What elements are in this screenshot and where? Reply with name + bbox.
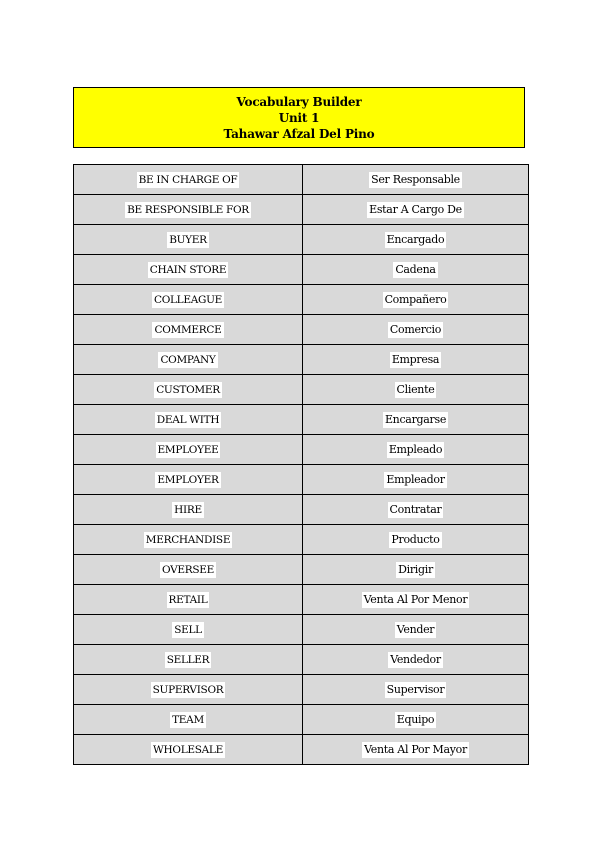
spanish-translation-cell	[303, 705, 529, 735]
english-term: BE IN CHARGE OF	[138, 173, 238, 186]
spanish-translation-cell	[303, 285, 529, 315]
spanish-translation-cell	[303, 345, 529, 375]
table-row	[74, 495, 529, 525]
english-term-cell	[74, 285, 303, 315]
spanish-translation-cell	[303, 645, 529, 675]
spanish-translation-cell	[303, 195, 529, 225]
unit-label: Unit 1	[278, 110, 320, 125]
english-term: DEAL WITH	[156, 413, 220, 426]
english-term-cell	[74, 315, 303, 345]
english-term-cell	[74, 675, 303, 705]
spanish-translation: Comercio	[389, 322, 442, 336]
table-row	[74, 375, 529, 405]
english-term-cell	[74, 255, 303, 285]
table-row	[74, 285, 529, 315]
author-name: Tahawar Afzal Del Pino	[223, 126, 375, 141]
english-term-cell	[74, 705, 303, 735]
english-term: MERCHANDISE	[145, 533, 231, 546]
spanish-translation-cell	[303, 405, 529, 435]
table-row	[74, 735, 529, 765]
page-title: Vocabulary Builder	[236, 94, 362, 109]
spanish-translation: Producto	[391, 532, 440, 546]
spanish-translation-cell	[303, 255, 529, 285]
english-term: TEAM	[172, 713, 204, 726]
spanish-translation: Contratar	[389, 502, 442, 516]
english-term-cell	[74, 195, 303, 225]
table-row	[74, 165, 529, 195]
spanish-translation: Empleado	[388, 442, 443, 456]
spanish-translation: Equipo	[396, 712, 435, 726]
english-term: BE RESPONSIBLE FOR	[127, 203, 249, 216]
spanish-translation: Encargarse	[384, 412, 447, 426]
english-term: EMPLOYEE	[157, 443, 219, 456]
english-term-cell	[74, 735, 303, 765]
vocabulary-table	[73, 164, 529, 765]
table-row	[74, 315, 529, 345]
english-term: CUSTOMER	[156, 383, 220, 396]
english-term-cell	[74, 465, 303, 495]
spanish-translation-cell	[303, 165, 529, 195]
english-term: COLLEAGUE	[153, 293, 223, 306]
spanish-translation-cell	[303, 735, 529, 765]
table-row	[74, 585, 529, 615]
spanish-translation: Encargado	[386, 232, 445, 246]
spanish-translation: Venta Al Por Menor	[363, 592, 468, 606]
table-row	[74, 465, 529, 495]
english-term-cell	[74, 405, 303, 435]
english-term: CHAIN STORE	[149, 263, 227, 276]
spanish-translation: Compañero	[384, 292, 447, 306]
table-row	[74, 195, 529, 225]
spanish-translation-cell	[303, 615, 529, 645]
english-term: EMPLOYER	[157, 473, 219, 486]
english-term-cell	[74, 615, 303, 645]
spanish-translation-cell	[303, 525, 529, 555]
english-term-cell	[74, 225, 303, 255]
spanish-translation-cell	[303, 315, 529, 345]
spanish-translation: Empleador	[386, 472, 445, 486]
table-row	[74, 645, 529, 675]
english-term: COMPANY	[160, 353, 216, 366]
table-row	[74, 705, 529, 735]
spanish-translation: Supervisor	[386, 682, 445, 696]
spanish-translation: Cadena	[395, 262, 436, 276]
spanish-translation-cell	[303, 465, 529, 495]
english-term-cell	[74, 585, 303, 615]
spanish-translation-cell	[303, 495, 529, 525]
spanish-translation: Empresa	[391, 352, 440, 366]
spanish-translation: Vender	[396, 622, 435, 636]
table-row	[74, 675, 529, 705]
table-row	[74, 615, 529, 645]
spanish-translation-cell	[303, 375, 529, 405]
english-term: BUYER	[169, 233, 207, 246]
english-term: OVERSEE	[162, 563, 214, 576]
english-term: SELL	[174, 623, 202, 636]
english-term: WHOLESALE	[153, 743, 223, 756]
spanish-translation-cell	[303, 555, 529, 585]
spanish-translation: Estar A Cargo De	[369, 202, 462, 216]
english-term-cell	[74, 525, 303, 555]
english-term: COMMERCE	[154, 323, 222, 336]
table-row	[74, 525, 529, 555]
english-term-cell	[74, 435, 303, 465]
spanish-translation: Ser Responsable	[371, 172, 460, 186]
table-row	[74, 225, 529, 255]
english-term: SUPERVISOR	[152, 683, 224, 696]
table-row	[74, 555, 529, 585]
table-row	[74, 435, 529, 465]
english-term-cell	[74, 165, 303, 195]
spanish-translation: Venta Al Por Mayor	[364, 742, 467, 756]
table-row	[74, 255, 529, 285]
english-term-cell	[74, 645, 303, 675]
spanish-translation: Dirigir	[398, 562, 433, 576]
spanish-translation-cell	[303, 435, 529, 465]
english-term-cell	[74, 555, 303, 585]
table-row	[74, 405, 529, 435]
english-term-cell	[74, 345, 303, 375]
spanish-translation-cell	[303, 675, 529, 705]
spanish-translation-cell	[303, 585, 529, 615]
spanish-translation-cell	[303, 225, 529, 255]
title-box	[73, 87, 525, 148]
vocabulary-table-body	[74, 165, 529, 765]
spanish-translation: Cliente	[396, 382, 435, 396]
english-term-cell	[74, 375, 303, 405]
table-row	[74, 345, 529, 375]
english-term-cell	[74, 495, 303, 525]
english-term: RETAIL	[168, 593, 208, 606]
spanish-translation: Vendedor	[390, 652, 441, 666]
english-term: HIRE	[174, 503, 202, 516]
english-term: SELLER	[166, 653, 210, 666]
